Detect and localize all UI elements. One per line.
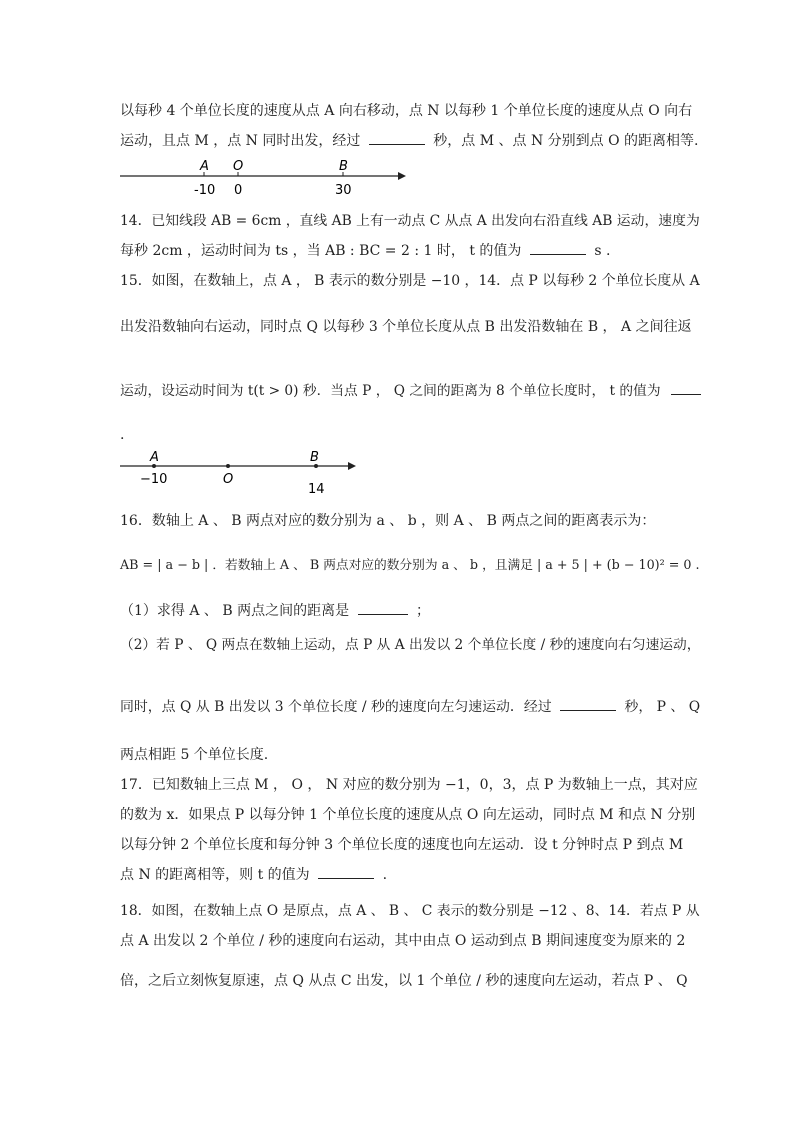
text-segment: （1）求得 A 、 B 两点之间的距离是 [120,603,350,619]
text-segment: 点 N 的距离相等，则 t 的值为 [120,867,310,883]
point-label-o: O [233,159,244,174]
text-line: AB = | a − b | ．若数轴上 A 、 B 两点对应的数分别为 a 、 b ，且满足 | a + 5 | + (b − 10)² = 0 . [120,557,700,572]
text-line: 18．如图，在数轴上点 O 是原点，点 A 、 B 、 C 表示的数分别是 −12 、8、14．若点 P 从 [120,903,700,919]
arrow-right-icon [348,462,356,470]
tick-value-o: 0 [234,183,243,198]
text-line: （2）若 P 、 Q 两点在数轴上运动，点 P 从 A 出发以 2 个单位长度 / 秒的速度向右匀速运动， [120,637,701,653]
text-line: 两点相距 5 个单位长度. [120,747,269,763]
number-line-1-svg [120,158,410,198]
text-line: 倍，之后立刻恢复原速，点 Q 从点 C 出发，以 1 个单位 / 秒的速度向左运动，若点 P 、 Q [120,973,688,989]
text-segment: . [382,867,388,883]
text-line: 的数为 x．如果点 P 以每分钟 1 个单位长度的速度从点 O 向左运动，同时点 M 和点 N 分别 [120,807,696,823]
text-line: 16．数轴上 A 、 B 两点对应的数分别为 a 、 b ，则 A 、 B 两点之间的距离表示为： [120,513,656,529]
number-line-2-svg [120,452,370,496]
text-line: 出发沿数轴向右运动，同时点 Q 以每秒 3 个单位长度从点 B 出发沿数轴在 B ， A 之间往返 [120,319,692,335]
answer-blank [318,866,374,879]
point-o-dot [226,464,230,468]
text-line [120,382,701,400]
answer-blank [671,382,701,395]
answer-blank [369,132,425,145]
point-label-b: B [339,159,348,174]
point-label-a: A [150,450,159,465]
point-label-o: O [223,472,234,487]
text-line: 17．已知数轴上三点 M ， O ， N 对应的数分别为 −1，0，3，点 P 为数轴上一点，其对应 [120,777,698,793]
text-line [120,866,387,884]
tick-value-b: 30 [335,183,352,198]
text-line [120,242,610,260]
text-line: 以每分钟 2 个单位长度和每分钟 3 个单位长度的速度也向左运动．设 t 分钟时点 P 到点 M [120,837,684,853]
text-segment: 运动，且点 M ，点 N 同时出发，经过 [120,133,361,149]
tick-value-a: −10 [140,472,168,487]
text-line [120,602,430,620]
text-segment: 秒， P 、 Q [624,699,701,715]
text-line: 点 A 出发以 2 个单位 / 秒的速度向右运动，其中由点 O 运动到点 B 期间速度变为原来的 2 [120,933,686,949]
answer-blank [358,602,408,615]
text-segment: 秒，点 M 、点 N 分别到点 O 的距离相等. [433,133,699,149]
point-label-b: B [310,450,319,465]
text-line: 15．如图，在数轴上，点 A ， B 表示的数分别是 −10 ，14．点 P 以每秒 2 个单位长度从 A [120,273,700,289]
answer-blank [530,242,586,255]
number-line-1 [120,158,410,202]
point-label-a: A [200,159,209,174]
tick-value-a: -10 [194,183,216,198]
text-line: 以每秒 4 个单位长度的速度从点 A 向右移动，点 N 以每秒 1 个单位长度的速度从点 O 向右 [120,103,693,119]
text-line: 14．已知线段 AB = 6cm ，直线 AB 上有一动点 C 从点 A 出发向右沿直线 AB 运动，速度为 [120,213,700,229]
text-segment: 每秒 2cm ，运动时间为 ts ，当 AB : BC = 2 : 1 时， t 的值为 [120,243,522,259]
arrow-right-icon [398,172,406,180]
text-line: . [120,427,125,443]
text-segment: s . [594,243,611,259]
text-segment: ； [416,603,431,619]
text-line [120,698,700,716]
text-segment: 同时，点 Q 从 B 出发以 3 个单位长度 / 秒的速度向左匀速运动．经过 [120,699,552,715]
answer-blank [560,698,616,711]
text-line [120,132,699,150]
text-segment: 运动，设运动时间为 t(t > 0) 秒．当点 P ， Q 之间的距离为 8 个单位长度时， t 的值为 [120,383,661,399]
number-line-2 [120,452,370,500]
tick-value-b: 14 [308,482,325,497]
